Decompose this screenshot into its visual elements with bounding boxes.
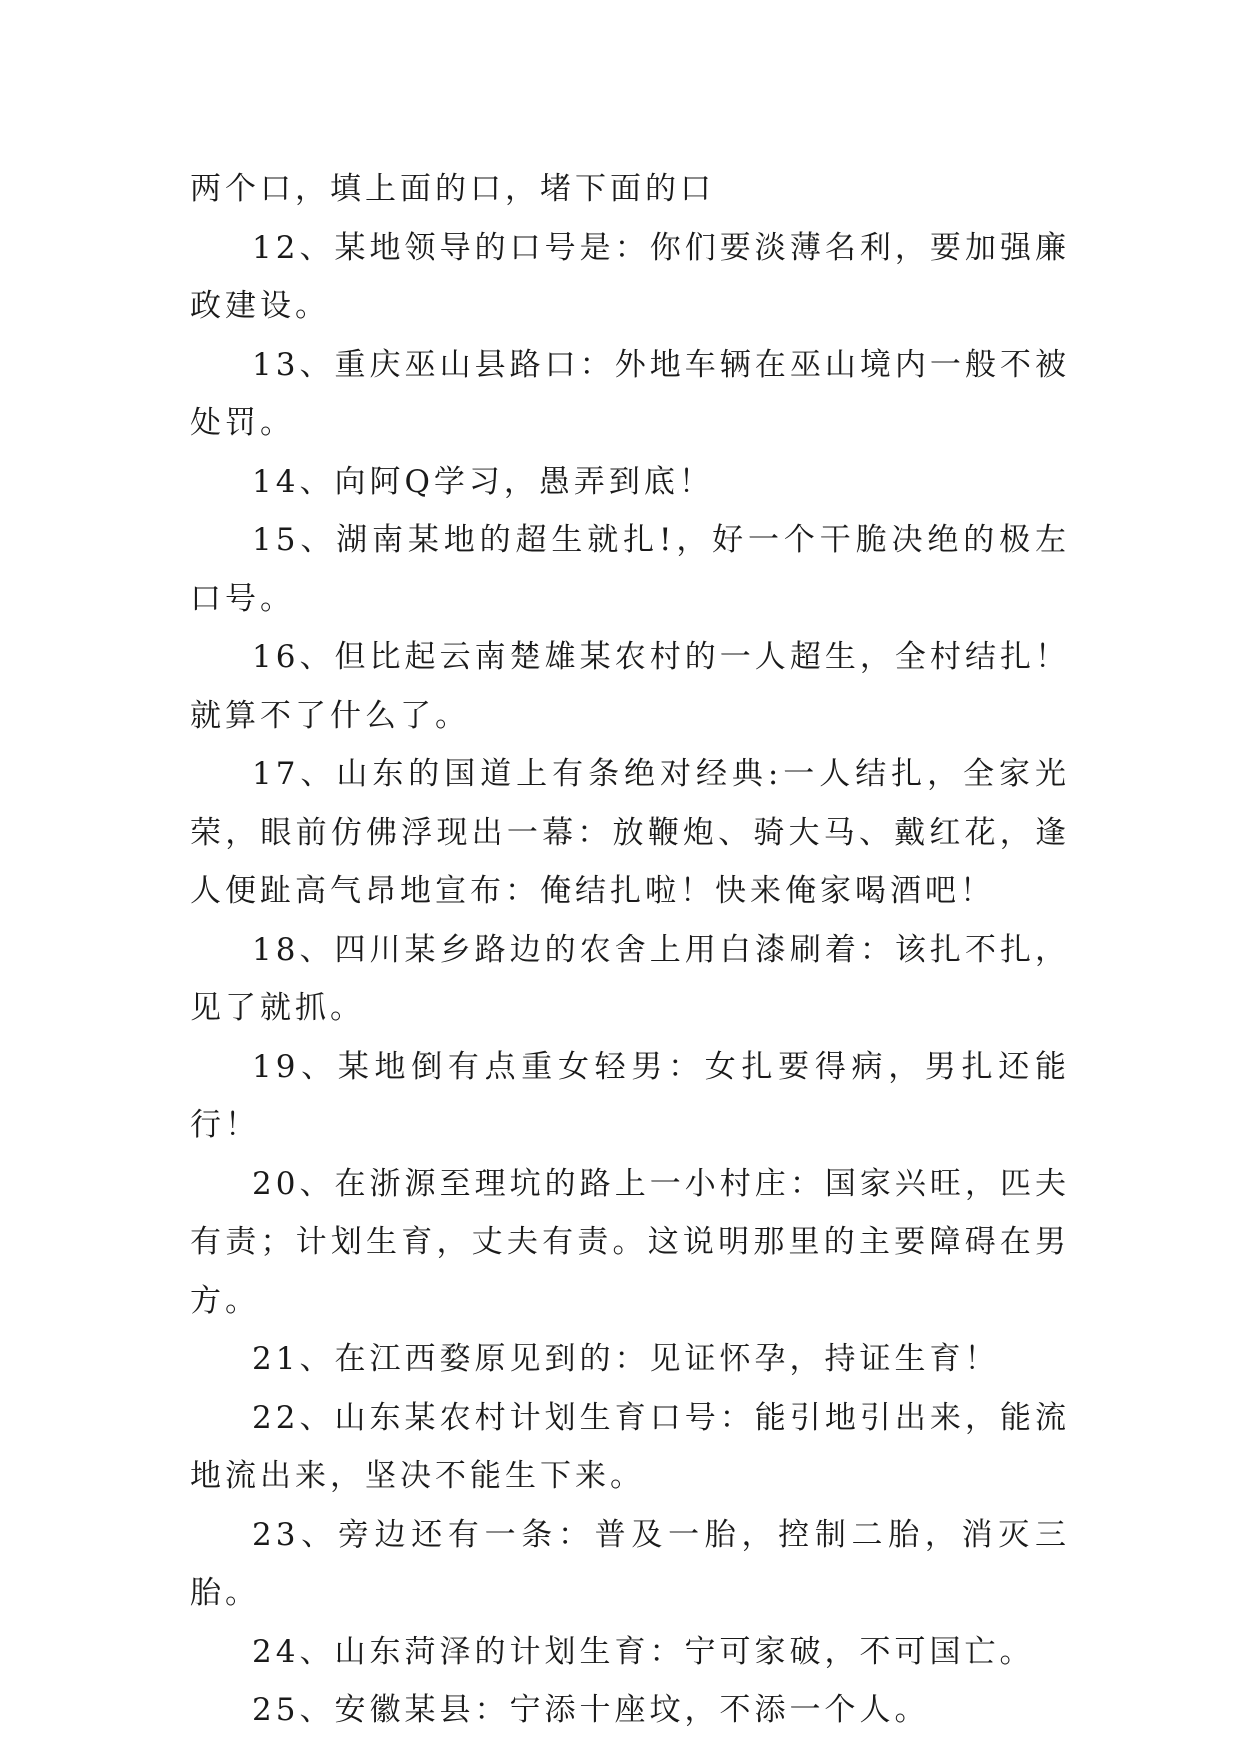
paragraph: 16、但比起云南楚雄某农村的一人超生，全村结扎！就算不了什么了。: [190, 639, 1070, 734]
paragraph: 22、山东某农村计划生育口号：能引地引出来，能流地流出来，坚决不能生下来。: [190, 1399, 1070, 1494]
paragraph: 19、某地倒有点重女轻男：女扎要得病，男扎还能行！: [190, 1048, 1070, 1143]
paragraph: 18、四川某乡路边的农舍上用白漆刷着：该扎不扎，见了就抓。: [190, 931, 1070, 1026]
paragraph: 20、在浙源至理坑的路上一小村庄：国家兴旺，匹夫有责；计划生育，丈夫有责。这说明那里的主要障碍在男方。: [190, 1165, 1070, 1319]
paragraph: 14、向阿Q学习，愚弄到底！: [252, 463, 714, 500]
paragraph: 15、湖南某地的超生就扎!，好一个干脆决绝的极左口号。: [190, 522, 1070, 617]
paragraph: 两个口，填上面的口，堵下面的口: [190, 171, 715, 207]
paragraph: 23、旁边还有一条：普及一胎，控制二胎，消灭三胎。: [190, 1516, 1070, 1611]
paragraph: 13、重庆巫山县路口：外地车辆在巫山境内一般不被处罚。: [190, 346, 1070, 441]
document-body: [190, 160, 1070, 1740]
paragraph: 24、山东菏泽的计划生育：宁可家破，不可国亡。: [252, 1633, 1035, 1670]
paragraph: 21、在江西婺原见到的：见证怀孕，持证生育！: [252, 1341, 1000, 1377]
paragraph: 17、山东的国道上有条绝对经典:一人结扎，全家光荣，眼前仿佛浮现出一幕：放鞭炮、骑大马、戴红花，逢人便趾高气昂地宣布：俺结扎啦！快来俺家喝酒吧！: [190, 756, 1070, 909]
paragraph: 12、某地领导的口号是：你们要淡薄名利，要加强廉政建设。: [190, 229, 1070, 324]
paragraph: 25、安徽某县：宁添十座坟，不添一个人。: [252, 1692, 930, 1728]
